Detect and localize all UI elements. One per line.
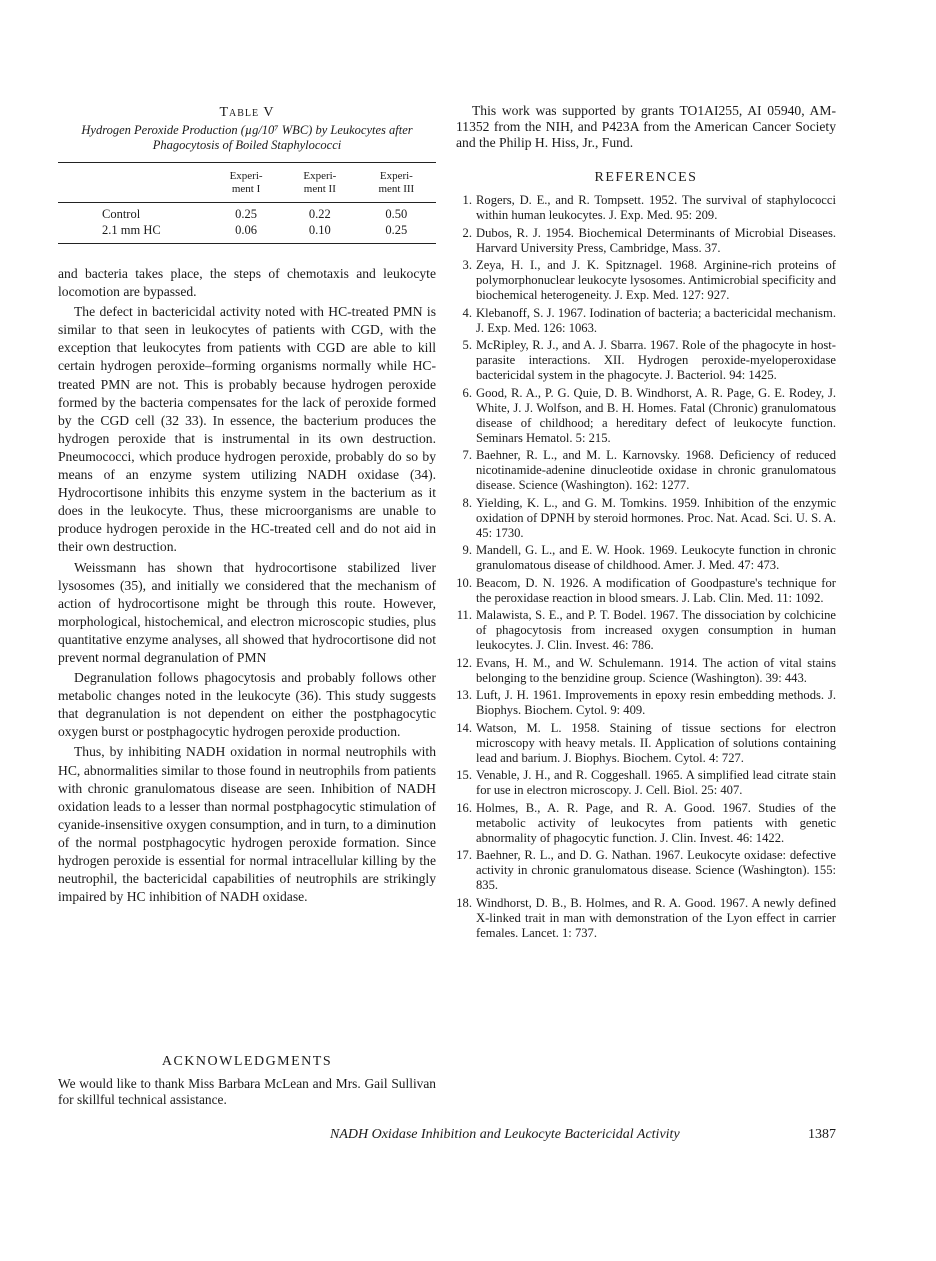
reference-text: Holmes, B., A. R. Page, and R. A. Good. 1967. Studies of the metabolic activity of leukocytes from patients with genetic abnormality of phagocytic function. J. Clin. Invest. 46: 1422. [476,800,836,845]
reference-item [456,721,836,766]
reference-item [456,656,836,686]
reference-text: Good, R. A., P. G. Quie, D. B. Windhorst, A. R. Page, G. E. Rodey, J. White, J. J. Wolfson, and B. H. Homes. Fatal (Chronic) granulomatous disease of childhood; a hereditary defect of leukocyte function. Seminars Hematol. 5: 215. [476,385,836,445]
reference-number: 12. [456,655,472,670]
reference-item [456,193,836,223]
acknowledgments-heading: ACKNOWLEDGMENTS [161,1054,333,1069]
cell-value: 0.25 [385,223,408,237]
reference-number: 8. [462,495,472,510]
reference-item [456,306,836,336]
body-paragraph: Thus, by inhibiting NADH oxidation in normal neutrophils with HC, abnormalities similar to those found in neutrophils from patients with chronic granulomatous disease are seen. Inhibition of NADH oxidation leads to a lesser than normal postphagocytic stimulation of cyanide-insensitive oxygen consumption, and in turn, to a diminution of the normal postphagocytic hydrogen peroxide formation. Since hydrogen peroxide is essential for normal intracellular killing by the neutrophil, the bactericidal capabilities of neutrophils are strikingly impaired by HC inhibition of NADH oxidase. [58,744,436,905]
reference-text: Baehner, R. L., and D. G. Nathan. 1967. Leukocyte oxidase: defective activity in chronic granulomatous disease. Science (Washington). 155: 835. [476,848,836,892]
reference-item [456,608,836,653]
reference-text: Yielding, K. L., and G. M. Tomkins. 1959. Inhibition of the enzymic oxidation of DPNH by steroid hormones. Proc. Nat. Acad. Sci. U. S. A. 45: 1730. [476,495,836,540]
reference-item [456,338,836,383]
table-v [58,104,436,244]
reference-text: Venable, J. H., and R. Coggeshall. 1965. A simplified lead citrate stain for use in electron microscopy. J. Cell. Biol. 25: 407. [476,768,836,797]
body-paragraph: Degranulation follows phagocytosis and probably follows other metabolic changes noted in the leukocyte (36). This study suggests that degranulation is not dependent on either the postphagocytic oxygen burst or postphagocytic hydrogen peroxide production. [58,670,436,740]
reference-item [456,801,836,846]
reference-item [456,258,836,303]
reference-text: Evans, H. M., and W. Schulemann. 1914. The action of vital stains belonging to the benzidine group. Science (Washington). 39: 443. [476,655,836,685]
reference-number: 9. [462,543,472,557]
body-paragraph: Weissmann has shown that hydrocortisone stabilized liver lysosomes (35), and initially we considered that the mechanism of action of hydrocortisone might be through this route. However, morphological, histochemical, and electron microscopic studies, plus quantitative enzyme analyses, all showed that hydrocortisone did not prevent normal degranulation of PMN [58,559,436,665]
reference-number: 13. [456,688,472,702]
cell-value: 0.22 [308,207,331,221]
reference-number: 2. [462,225,472,240]
table-label: Table V [219,105,275,120]
reference-number: 17. [456,848,472,862]
table-row [58,203,436,223]
reference-item [456,768,836,798]
header-experiment-3: Experi- ment III [378,170,415,195]
reference-text: Watson, M. L. 1958. Staining of tissue sections for electron microscopy with heavy metals. II. Application of solutions containing lead and barium. J. Biophys. Biochem. Cytol. 4: 727. [476,720,836,765]
reference-number: 1. [462,193,472,207]
reference-text: Malawista, S. E., and P. T. Bodel. 1967. The dissociation by colchicine of phagocytosis from increased oxygen consumption in human leukocytes. J. Clin. Invest. 46: 786. [476,608,836,652]
cell-value: 0.50 [385,207,408,221]
reference-text: Rogers, D. E., and R. Tompsett. 1952. The survival of staphylococci within human leukocytes. J. Exp. Med. 95: 209. [476,193,836,222]
reference-item [456,576,836,606]
row-label: 2.1 mm HC [102,223,161,237]
reference-item [456,848,836,893]
reference-text: Mandell, G. L., and E. W. Hook. 1969. Leukocyte function in chronic granulomatous disease of childhood. Amer. J. Med. 47: 473. [476,543,836,572]
reference-text: Baehner, R. L., and M. L. Karnovsky. 1968. Deficiency of reduced nicotinamide-adenine dinucleotide oxidase in chronic granulomatous disease. Science (Washington). 162: 1277. [476,448,836,492]
body-paragraph: and bacteria takes place, the steps of chemotaxis and leukocyte locomotion are bypassed. [58,266,436,300]
cell-value: 0.10 [308,223,331,237]
header-experiment-1: Experi- ment I [229,170,263,195]
page-number: 1387 [808,1127,836,1142]
reference-number: 15. [456,768,472,782]
cell-value: 0.06 [235,223,257,237]
table-caption: Hydrogen Peroxide Production (µg/10⁷ WBC) by Leukocytes after Phagocytosis of Boiled Staphylococci [81,123,413,152]
data-table [58,163,436,244]
reference-item [456,448,836,493]
reference-number: 3. [462,258,472,272]
reference-number: 11. [456,608,472,622]
reference-number: 14. [456,720,472,735]
reference-text: Luft, J. H. 1961. Improvements in epoxy resin embedding methods. J. Biophys. Biochem. Cytol. 9: 409. [476,688,836,717]
reference-number: 18. [456,895,472,910]
discussion-text [58,265,436,906]
reference-number: 10. [456,575,472,590]
reference-text: Beacom, D. N. 1926. A modification of Goodpasture's technique for the peroxidase reaction in blood smears. J. Lab. Clin. Med. 11: 1092. [476,575,836,605]
reference-text: Windhorst, D. B., B. Holmes, and R. A. Good. 1967. A newly defined X-linked trait in man with demonstration of the Lyon effect in carrier females. Lancet. 1: 737. [476,895,836,940]
reference-number: 6. [462,385,472,400]
reference-item [456,688,836,718]
table-header-row [58,163,436,203]
table-row [58,222,436,244]
acknowledgments-text: We would like to thank Miss Barbara McLean and Mrs. Gail Sullivan for skillful technical assistance. [58,1076,436,1107]
reference-text: Zeya, H. I., and J. K. Spitznagel. 1968. Arginine-rich proteins of polymorphonuclear leukocyte lysosomes. Antimicrobial specificity and biochemical heterogeneity. J. Exp. Med. 127: 927. [476,258,836,302]
cell-value: 0.25 [235,207,257,221]
reference-number: 7. [462,448,472,462]
reference-item [456,496,836,541]
funding-statement: This work was supported by grants TO1AI255, AI 05940, AM-11352 from the NIH, and P423A from the American Cancer Society and the Philip H. Hiss, Jr., Fund. [456,103,836,150]
reference-item [456,226,836,256]
reference-number: 4. [462,305,472,320]
header-blank [58,163,209,203]
reference-number: 5. [462,338,472,352]
reference-item [456,386,836,446]
reference-item [456,543,836,573]
row-label: Control [102,207,141,221]
reference-number: 16. [456,800,472,815]
header-experiment-2: Experi- ment II [303,170,337,195]
references-heading: REFERENCES [594,170,698,185]
reference-text: Klebanoff, S. J. 1967. Iodination of bacteria; a bactericidal mechanism. J. Exp. Med. 126: 1063. [476,305,836,335]
reference-text: McRipley, R. J., and A. J. Sbarra. 1967. Role of the phagocyte in host-parasite interactions. XII. Hydrogen peroxide-myeloperoxidase bactericidal system in the phagocyte. J. Bacteriol. 94: 1425. [476,338,836,382]
page-footer [330,1127,836,1143]
reference-item [456,896,836,941]
references-list [456,193,836,943]
reference-text: Dubos, R. J. 1954. Biochemical Determinants of Microbial Diseases. Harvard University Press, Cambridge, Mass. 37. [476,225,836,255]
body-paragraph: The defect in bactericidal activity noted with HC-treated PMN is similar to that seen in leukocytes of patients with CGD, with the exception that leukocytes from patients with CGD are able to kill certain hydrogen peroxide–forming organisms normally while HC-treated PMN are not. This is probably because hydrogen peroxide formed by the bacteria compensates for the lack of peroxide formed by the CGD cell (32 33). In essence, the bacterium produces the hydrogen peroxide that is instrumental in its own destruction. Pneumococci, which produce hydrogen peroxide, probably do so by means of an enzyme system utilizing NADH oxidase (34). Hydrocortisone inhibits this enzyme system in the bacterium as it does in the leukocyte. Thus, these microorganisms are unable to produce hydrogen peroxide in the HC-treated cell and do not aid in their own destruction. [58,304,436,555]
running-title: NADH Oxidase Inhibition and Leukocyte Bactericidal Activity [330,1127,680,1142]
